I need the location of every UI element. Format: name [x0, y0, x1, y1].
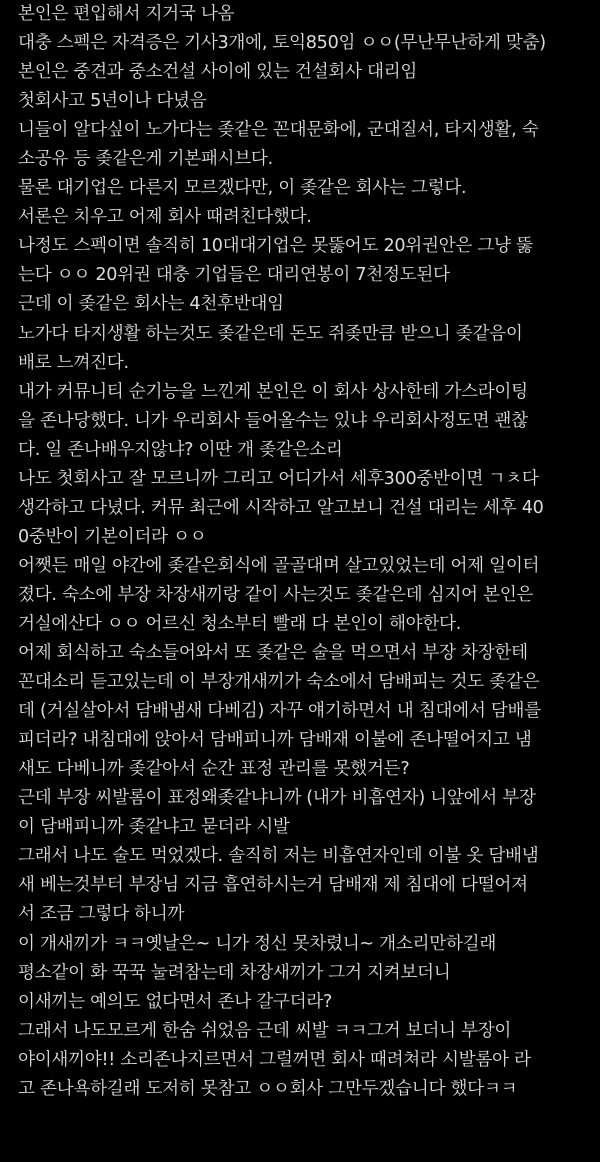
post-line: 그래서 나도 술도 먹었겠다. 솔직히 저는 비흡연자인데 이불 옷 담배냄 [18, 846, 539, 867]
post-line: 0중반이 기본이더라 ㅇㅇ [18, 526, 207, 547]
post-line: 그래서 나도모르게 한숨 쉬었음 근데 씨발 ㅋㅋ그거 보더니 부장이 [18, 1020, 512, 1041]
post-line: 나정도 스펙이면 솔직히 10대대기업은 못뚫어도 20위권안은 그냥 뚫 [18, 236, 533, 257]
post-line: 거실에산다 ㅇㅇ 어르신 청소부터 빨래 다 본인이 해야한다. [18, 613, 462, 634]
post-line: 이 담배피니까 좆같냐고 묻더라 시발 [18, 817, 290, 838]
post-line: 서 조금 그렇다 하니까 [18, 904, 185, 925]
post-line: 배로 느껴진다. [18, 352, 129, 373]
post-line: 데 (거실살아서 담배냄새 다베김) 자꾸 얘기하면서 내 침대에서 담배를 [18, 701, 541, 722]
post-line: 대충 스펙은 자격증은 기사3개에, 토익850임 ㅇㅇ(무난무난하게 맞춤) [18, 33, 546, 54]
post-line: 본인은 편입해서 지거국 나옴 [18, 4, 235, 24]
post-line: 새도 다베니까 좆같아서 순간 표정 관리를 못했거든? [18, 759, 410, 780]
post-line: 근데 이 좆같은 회사는 4천후반대임 [18, 294, 284, 315]
post-line: 고 존나욕하길래 도저히 못참고 ㅇㅇ회사 그만두겠습니다 했다ㅋㅋ [18, 1078, 518, 1099]
post-line: 서론은 치우고 어제 회사 때려친다했다. [18, 207, 312, 228]
post-line: 생각하고 다녔다. 커뮤 최근에 시작하고 알고보니 건설 대리는 세후 40 [18, 497, 544, 518]
post-line: 야이새끼야!! 소리존나지르면서 그럴꺼면 회사 때려쳐라 시발롬아 라 [18, 1049, 531, 1070]
post-line: 평소같이 화 꾹꾹 눌려참는데 차장새끼가 그거 지켜보더니 [18, 962, 451, 983]
post-line: 어쨋든 매일 야간에 좆같은회식에 골골대며 살고있었는데 어제 일이터 [18, 555, 540, 576]
post-line: 새 베는것부터 부장님 지금 흡연하시는거 담배재 제 침대에 다떨어져 [18, 875, 528, 896]
post-line: 내가 커뮤니티 순기능을 느낀게 본인은 이 회사 상사한테 가스라이팅 [18, 381, 528, 402]
post-line: 피더라? 내침대에 앉아서 담배피니까 담배재 이불에 존나떨어지고 냄 [18, 730, 532, 751]
post-line: 소공유 등 좆같은게 기본패시브다. [18, 149, 273, 170]
post-line: 다. 일 존나배우지않냐? 이딴 개 좆같은소리 [18, 439, 343, 460]
post-line: 어제 회식하고 숙소들어와서 또 좆같은 술을 먹으면서 부장 차장한테 [18, 643, 528, 664]
post-line: 을 존나당했다. 니가 우리회사 들어올수는 있냐 우리회사정도면 괜찮 [18, 410, 528, 431]
post-line: 는다 ㅇㅇ 20위권 대충 기업들은 대리연봉이 7천정도된다 [18, 265, 450, 286]
post-line: 본인은 중견과 중소건설 사이에 있는 건설회사 대리임 [18, 62, 418, 83]
post-line: 첫회사고 5년이나 다녔음 [18, 91, 207, 112]
post-line: 니들이 알다싶이 노가다는 좆같은 꼰대문화에, 군대질서, 타지생활, 숙 [18, 120, 539, 141]
post-line: 노가다 타지생활 하는것도 좆같은데 돈도 쥐좆만큼 받으니 좆같음이 [18, 323, 523, 344]
post-line: 물론 대기업은 다른지 모르겠다만, 이 좆같은 회사는 그렇다. [18, 178, 467, 199]
post-line: 이새끼는 예의도 없다면서 존나 갈구더라? [18, 991, 333, 1012]
post-line: 근데 부장 씨발롬이 표정왜좆같냐니까 (내가 비흡연자) 니앞에서 부장 [18, 788, 536, 809]
post-line: 이 개새끼가 ㅋㅋ옛날은~ 니가 정신 못차렸니~ 개소리만하길래 [18, 933, 497, 954]
post-line: 졌다. 숙소에 부장 차장새끼랑 같이 사는것도 좆같은데 심지어 본인은 [18, 584, 534, 605]
post-line: 나도 첫회사고 잘 모르니까 그리고 어디가서 세후300중반이면 ㄱㅊ다 [18, 468, 539, 489]
post-line: 꼰대소리 듣고있는데 이 부장개새끼가 숙소에서 담배피는 것도 좆같은 [18, 672, 540, 693]
